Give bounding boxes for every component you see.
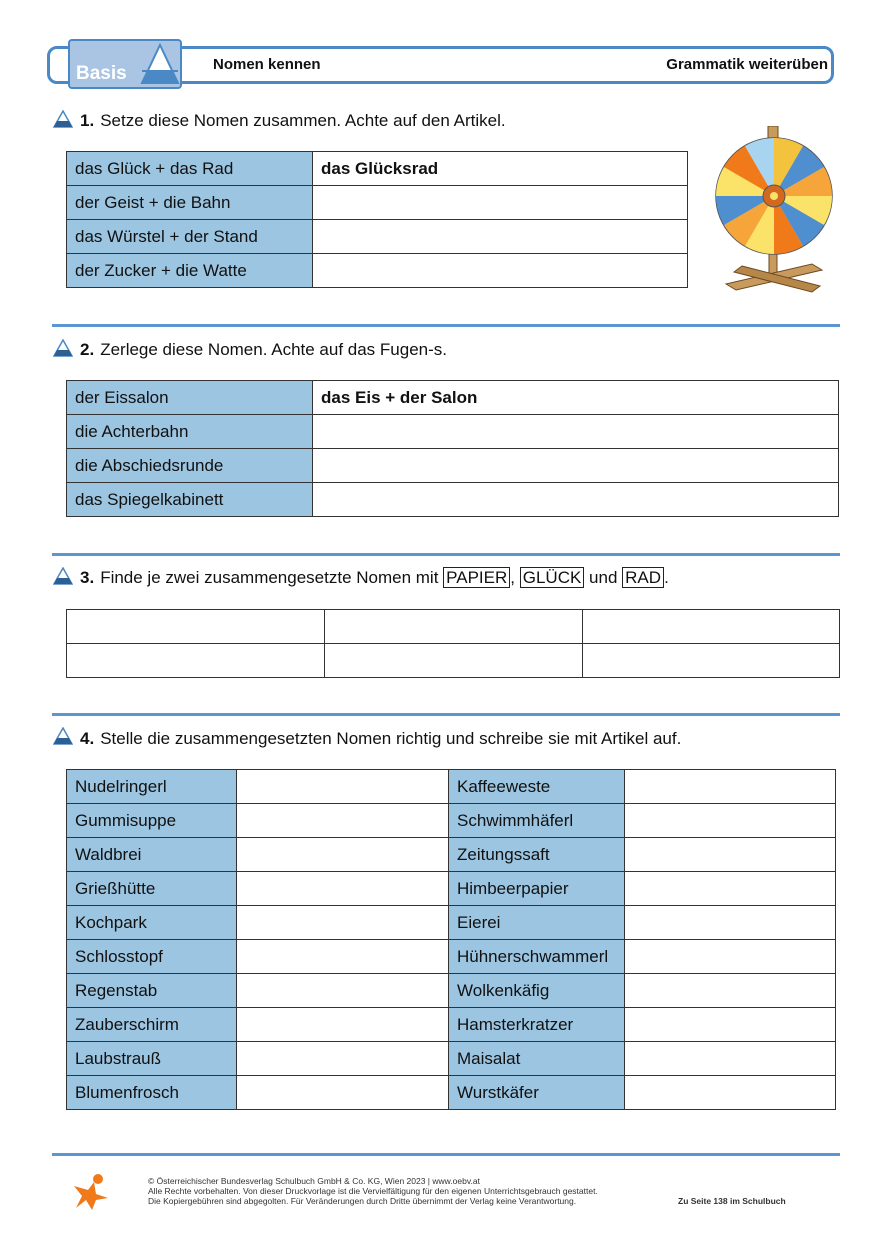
cell-word: Zeitungssaft [449, 838, 625, 872]
answer-cell[interactable] [237, 838, 449, 872]
cell-answer[interactable] [313, 220, 688, 254]
cell-answer[interactable] [313, 483, 839, 517]
cell-prompt: die Achterbahn [67, 415, 313, 449]
answer-cell[interactable] [583, 644, 840, 678]
table-4 [66, 769, 836, 1110]
cell-word: Schlosstopf [67, 940, 237, 974]
task-3-instruction [80, 568, 669, 588]
task-4-instruction [80, 729, 681, 749]
task-text: Finde je zwei zusammengesetzte Nomen mit [100, 568, 439, 587]
pyramid-icon [53, 727, 73, 745]
table-row [67, 186, 688, 220]
answer-cell[interactable] [625, 906, 836, 940]
table-row [67, 220, 688, 254]
cell-word: Regenstab [67, 974, 237, 1008]
section-divider [52, 553, 840, 556]
answer-cell[interactable] [237, 1042, 449, 1076]
task-text: Zerlege diese Nomen. Achte auf das Fugen-s. [100, 340, 447, 359]
cell-word: Schwimmhäferl [449, 804, 625, 838]
cell-word: Himbeerpapier [449, 872, 625, 906]
answer-cell[interactable] [237, 906, 449, 940]
cell-word: Kaffeeweste [449, 770, 625, 804]
cell-prompt: der Geist + die Bahn [67, 186, 313, 220]
table-row [67, 974, 836, 1008]
table-3 [66, 609, 840, 678]
pyramid-icon [140, 43, 180, 85]
answer-cell[interactable] [625, 1008, 836, 1042]
keyword-box: RAD [622, 567, 664, 588]
pyramid-icon [53, 567, 73, 585]
answer-cell[interactable] [625, 940, 836, 974]
conjunction: und [589, 568, 618, 587]
answer-cell[interactable] [625, 804, 836, 838]
punctuation: . [664, 568, 669, 587]
answer-cell[interactable] [237, 974, 449, 1008]
answer-cell[interactable] [625, 838, 836, 872]
separator: , [510, 568, 515, 587]
table-row [67, 940, 836, 974]
page-topic: Grammatik weiterüben [666, 56, 828, 73]
cell-word: Waldbrei [67, 838, 237, 872]
table-row [67, 254, 688, 288]
copyright-line: Alle Rechte vorbehalten. Von dieser Druckvorlage ist die Vervielfältigung für den eigenen Unterrichtsgebrauch gestattet. [148, 1186, 598, 1196]
cell-word: Kochpark [67, 906, 237, 940]
cell-word: Blumenfrosch [67, 1076, 237, 1110]
task-number: 4. [80, 729, 95, 748]
keyword-box: GLÜCK [520, 567, 585, 588]
textbook-reference: Zu Seite 138 im Schulbuch [678, 1196, 786, 1206]
cell-answer[interactable]: das Eis + der Salon [313, 381, 839, 415]
task-number: 2. [80, 340, 95, 359]
level-badge [68, 39, 182, 89]
answer-cell[interactable] [237, 1008, 449, 1042]
table-row [67, 381, 839, 415]
answer-cell[interactable] [67, 644, 325, 678]
table-row [67, 1042, 836, 1076]
table-row [67, 415, 839, 449]
cell-answer[interactable] [313, 449, 839, 483]
table-row [67, 610, 840, 644]
cell-word: Gummisuppe [67, 804, 237, 838]
level-label: Basis [76, 63, 127, 84]
table-row [67, 872, 836, 906]
answer-cell[interactable] [583, 610, 840, 644]
copyright-line: Die Kopiergebühren sind abgegolten. Für Veränderungen durch Dritte übernimmt der Verlag keine Verantwortung. [148, 1196, 577, 1206]
table-row [67, 906, 836, 940]
publisher-logo-icon [70, 1172, 110, 1212]
pyramid-icon [53, 110, 73, 128]
wheel-of-fortune-image [712, 126, 836, 294]
table-row [67, 770, 836, 804]
answer-cell[interactable] [325, 644, 583, 678]
answer-cell[interactable] [67, 610, 325, 644]
answer-cell[interactable] [625, 770, 836, 804]
table-1 [66, 151, 688, 288]
task-text: Setze diese Nomen zusammen. Achte auf den Artikel. [100, 111, 506, 130]
section-divider [52, 713, 840, 716]
cell-word: Zauberschirm [67, 1008, 237, 1042]
answer-cell[interactable] [625, 1076, 836, 1110]
task-number: 1. [80, 111, 95, 130]
table-row [67, 804, 836, 838]
keyword-box: PAPIER [443, 567, 510, 588]
answer-cell[interactable] [237, 872, 449, 906]
answer-cell[interactable] [237, 770, 449, 804]
task-1-instruction [80, 111, 506, 131]
cell-word: Wolkenkäfig [449, 974, 625, 1008]
table-row [67, 1008, 836, 1042]
table-row [67, 838, 836, 872]
copyright-line: © Österreichischer Bundesverlag Schulbuch GmbH & Co. KG, Wien 2023 | www.oebv.at [148, 1176, 480, 1186]
answer-cell[interactable] [237, 804, 449, 838]
answer-cell[interactable] [237, 1076, 449, 1110]
cell-answer[interactable] [313, 415, 839, 449]
task-number: 3. [80, 568, 95, 587]
table-row [67, 1076, 836, 1110]
cell-prompt: das Spiegelkabinett [67, 483, 313, 517]
table-2 [66, 380, 839, 517]
cell-word: Laubstrauß [67, 1042, 237, 1076]
answer-cell[interactable] [237, 940, 449, 974]
section-divider [52, 324, 840, 327]
table-row [67, 644, 840, 678]
cell-prompt: das Würstel + der Stand [67, 220, 313, 254]
cell-prompt: der Zucker + die Watte [67, 254, 313, 288]
page-title: Nomen kennen [213, 56, 321, 73]
cell-word: Hamsterkratzer [449, 1008, 625, 1042]
cell-word: Hühnerschwammerl [449, 940, 625, 974]
cell-word: Grießhütte [67, 872, 237, 906]
task-text: Stelle die zusammengesetzten Nomen richtig und schreibe sie mit Artikel auf. [100, 729, 682, 748]
cell-word: Eierei [449, 906, 625, 940]
table-row [67, 449, 839, 483]
cell-answer[interactable] [313, 254, 688, 288]
cell-prompt: die Abschiedsrunde [67, 449, 313, 483]
cell-answer[interactable] [313, 186, 688, 220]
cell-word: Wurstkäfer [449, 1076, 625, 1110]
answer-cell[interactable] [625, 872, 836, 906]
cell-prompt: der Eissalon [67, 381, 313, 415]
footer-divider [52, 1153, 840, 1156]
answer-cell[interactable] [325, 610, 583, 644]
table-row [67, 152, 688, 186]
cell-word: Maisalat [449, 1042, 625, 1076]
table-row [67, 483, 839, 517]
task-2-instruction [80, 340, 447, 360]
cell-prompt: das Glück + das Rad [67, 152, 313, 186]
answer-cell[interactable] [625, 974, 836, 1008]
pyramid-icon [53, 339, 73, 357]
copyright-notice [148, 1176, 598, 1206]
answer-cell[interactable] [625, 1042, 836, 1076]
cell-answer[interactable]: das Glücksrad [313, 152, 688, 186]
cell-word: Nudelringerl [67, 770, 237, 804]
